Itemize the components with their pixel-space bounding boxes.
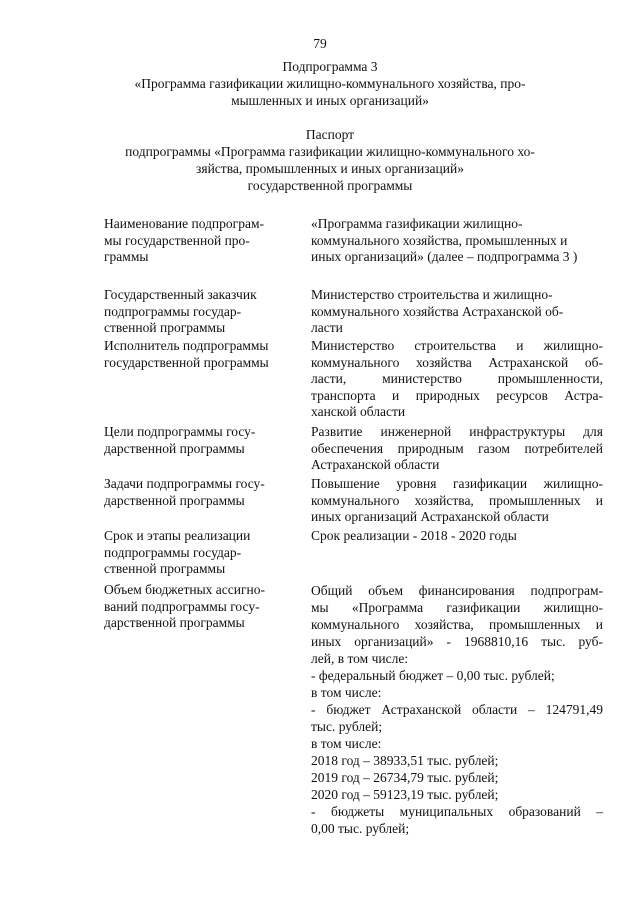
row-label-tasks [104, 476, 292, 509]
value-line: тыс. рублей; [311, 719, 383, 734]
value-line: - бюджет Астраханской области – 124791,49 [311, 702, 603, 717]
value-line: иных организаций Астраханской области [311, 509, 549, 524]
label-line: дарственной программы [104, 492, 245, 508]
value-line: 2018 год – 38933,51 тыс. рублей; [311, 753, 499, 768]
passport-heading-line: зяйства, промышленных и иных организаций» [196, 161, 464, 176]
row-label-customer [104, 287, 292, 337]
value-line: Общий объем финансирования подпрограм- [311, 583, 603, 598]
value-line: Развитие инженерной инфраструктуры для [311, 424, 603, 439]
subprogram-heading-line: Подпрограмма 3 [282, 59, 378, 74]
label-line: ственной программы [104, 561, 226, 576]
row-label-goals [104, 424, 292, 457]
value-line: Повышение уровня газификации жилищно- [311, 476, 603, 491]
value-line: транспорта и природных ресурсов Астра- [311, 387, 603, 403]
label-line: государственной программы [104, 354, 269, 370]
value-line: иных организаций» (далее – подпрограмма 3 ) [311, 249, 578, 264]
label-line: ваний подпрограммы госу- [104, 598, 260, 614]
label-line: дарственной программы [104, 615, 245, 630]
value-line: Министерство строительства и жилищно- [311, 287, 553, 302]
value-line: Астраханской области [311, 457, 440, 472]
label-line: ственной программы [104, 320, 226, 335]
label-line: подпрограммы государ- [104, 303, 242, 319]
subprogram-heading [70, 58, 590, 109]
value-line: - федеральный бюджет – 0,00 тыс. рублей; [311, 668, 555, 683]
value-line: мы «Программа газификации жилищно- [311, 600, 603, 615]
label-line: Задачи подпрограммы госу- [104, 476, 265, 491]
label-line: Срок и этапы реализации [104, 528, 251, 543]
value-line: в том числе: [311, 736, 382, 751]
value-line: 2019 год – 26734,79 тыс. рублей; [311, 770, 499, 785]
row-value-customer [311, 287, 603, 337]
row-label-budget [104, 582, 292, 632]
value-line: - бюджеты муниципальных образований – [311, 804, 603, 819]
value-line: иных организаций» - 1968810,16 тыс. руб- [311, 634, 603, 649]
row-label-name [104, 216, 292, 266]
row-value-executor [311, 338, 603, 421]
value-line: в том числе: [311, 685, 382, 700]
label-line: Исполнитель подпрограммы [104, 338, 269, 353]
value-line: «Программа газификации жилищно- [311, 216, 523, 231]
row-label-term [104, 528, 292, 578]
value-line: 2020 год – 59123,19 тыс. рублей; [311, 787, 499, 802]
row-label-executor [104, 338, 292, 371]
value-line: обеспечения природным газом потребителей [311, 440, 603, 456]
value-line: коммунального хозяйства, промышленных и [311, 617, 603, 632]
value-line: коммунального хозяйства, промышленных и [311, 492, 603, 508]
label-line: Объем бюджетных ассигно- [104, 582, 265, 597]
label-line: граммы [104, 249, 149, 264]
label-line: дарственной программы [104, 440, 245, 456]
value-line: 0,00 тыс. рублей; [311, 821, 410, 836]
passport-heading-line: государственной программы [247, 178, 413, 193]
row-value-goals [311, 424, 603, 474]
label-line: Цели подпрограммы госу- [104, 424, 256, 439]
value-line: лей, в том числе: [311, 651, 409, 666]
row-value-tasks [311, 476, 603, 526]
value-line: ханской области [311, 404, 406, 419]
label-line: Наименование подпрограм- [104, 216, 264, 231]
passport-heading-line: Паспорт [305, 127, 355, 142]
value-line: Министерство строительства и жилищно- [311, 338, 603, 353]
value-line: ласти [311, 320, 343, 335]
value-line: коммунального хозяйства Астраханской об- [311, 354, 603, 370]
row-value-term [311, 528, 603, 545]
value-line: Срок реализации - 2018 - 2020 годы [311, 528, 517, 543]
value-line: коммунального хозяйства, промышленных и [311, 232, 568, 248]
value-line: ласти, министерство промышленности, [311, 371, 603, 386]
label-line: подпрограммы государ- [104, 544, 242, 560]
label-line: мы государственной про- [104, 232, 250, 248]
passport-heading-line: подпрограммы «Программа газификации жилищно-коммунального хо- [125, 144, 535, 159]
value-line: коммунального хозяйства Астраханской об- [311, 303, 564, 319]
row-value-name [311, 216, 603, 266]
label-line: Государственный заказчик [104, 287, 257, 302]
row-value-budget [311, 582, 603, 837]
page-number: 79 [313, 36, 327, 51]
subprogram-heading-line: «Программа газификации жилищно-коммунального хозяйства, про- [134, 76, 526, 91]
passport-heading [70, 126, 590, 194]
subprogram-heading-line: мышленных и иных организаций» [231, 93, 429, 108]
